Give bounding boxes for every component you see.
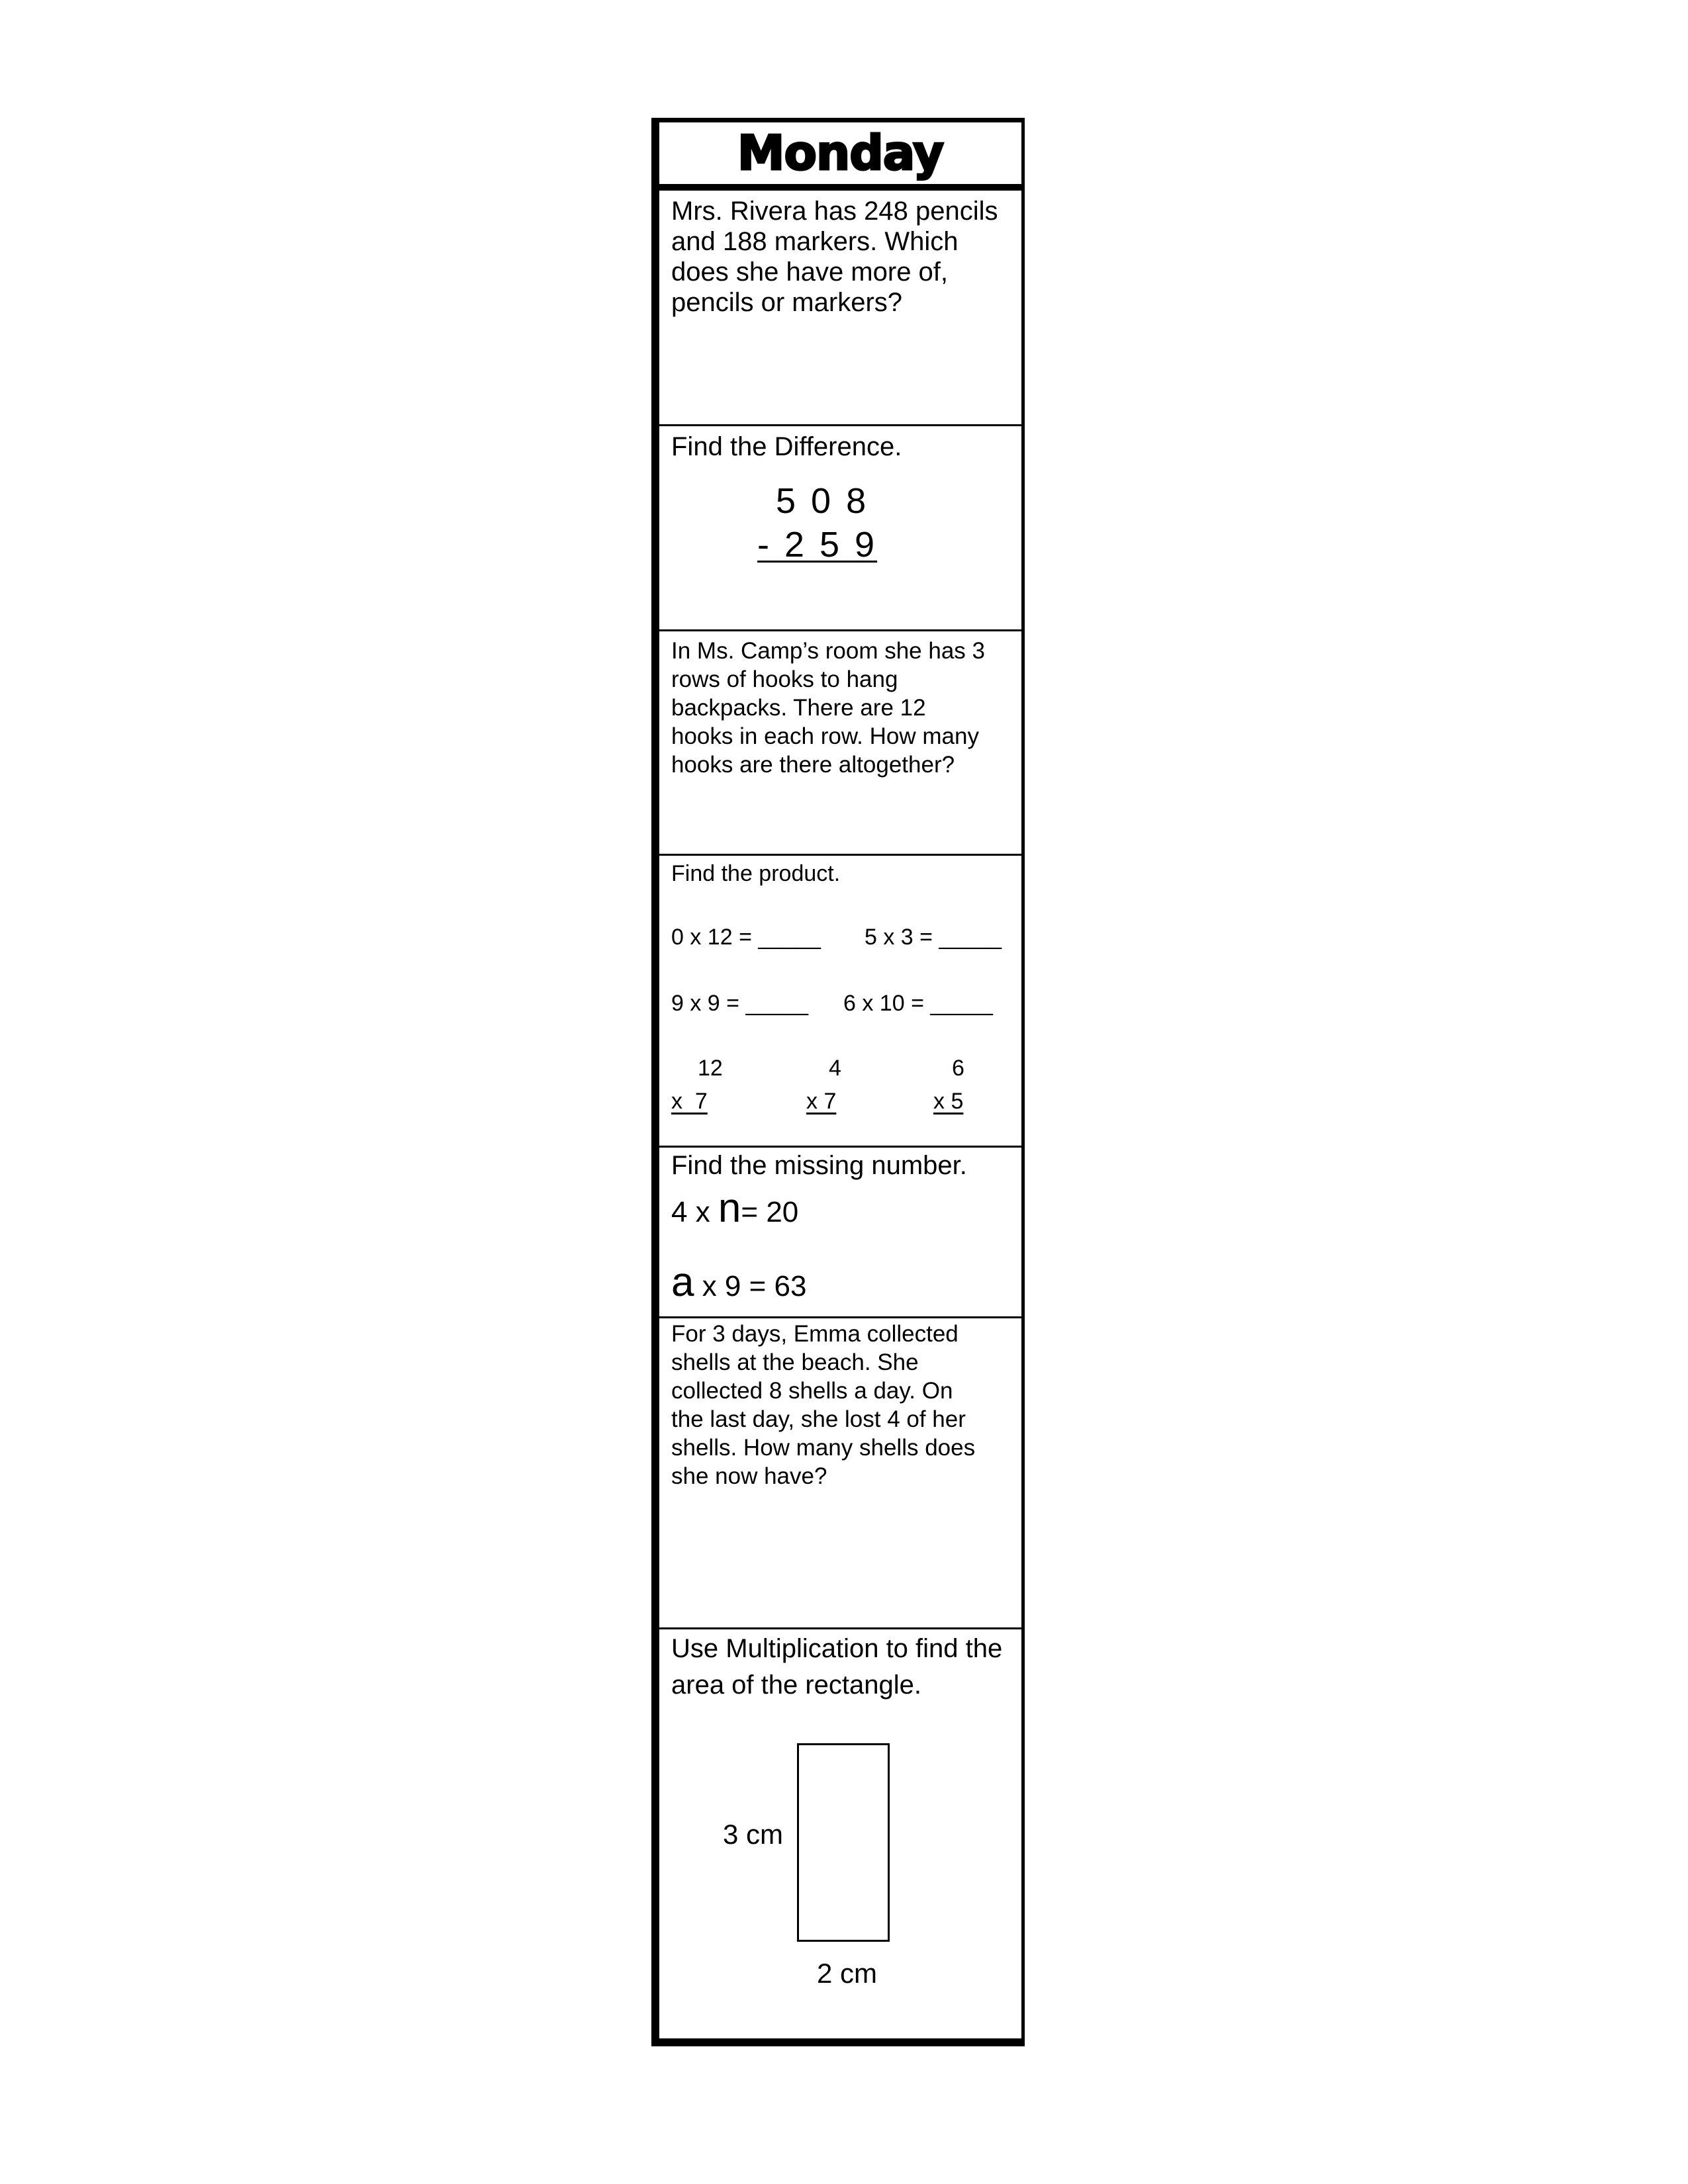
vertical-top-2: 4 xyxy=(829,1056,841,1081)
problem-text: Use Multiplication to find the area of the rectangle. xyxy=(671,1634,1003,1700)
problem-missing-number xyxy=(659,1148,1021,1318)
problem-product xyxy=(659,856,1021,1148)
vertical-bottom-1: x 7 xyxy=(671,1089,708,1114)
vertical-top-1: 12 xyxy=(698,1056,723,1081)
vertical-bottom-3: x 5 xyxy=(933,1089,964,1114)
problem-area xyxy=(659,1629,1021,2038)
fact-9x9: 9 x 9 = _____ xyxy=(671,991,809,1016)
worksheet-column xyxy=(651,118,1025,2046)
problem-shells xyxy=(659,1318,1021,1629)
vertical-bottom-2: x 7 xyxy=(806,1089,837,1114)
problem-text: For 3 days, Emma collected shells at the beach. She collected 8 shells a day. On the last day, she lost 4 of her shells. How many shells does she now have? xyxy=(671,1321,976,1489)
problem-prompt: Find the missing number. xyxy=(671,1151,967,1180)
problem-hooks xyxy=(659,631,1021,856)
problem-text: In Ms. Camp’s room she has 3 rows of hooks to hang backpacks. There are 12 hooks in each row. How many hooks are there altogether? xyxy=(671,638,985,778)
equation-a: a x 9 = 63 xyxy=(671,1259,807,1305)
height-label: 3 cm xyxy=(723,1819,784,1850)
problem-prompt: Find the product. xyxy=(671,861,841,886)
subtrahend: - 2 5 9 xyxy=(757,525,878,565)
day-title: Monday xyxy=(737,125,944,181)
problem-prompt: Find the Difference. xyxy=(671,432,902,461)
variable-n: n xyxy=(718,1185,741,1231)
problem-compare xyxy=(659,191,1021,426)
equation-n: 4 x n= 20 xyxy=(671,1185,799,1231)
rectangle-diagram xyxy=(797,1743,890,1942)
minuend: 5 0 8 xyxy=(776,481,869,521)
fact-5x3: 5 x 3 = _____ xyxy=(865,925,1002,950)
fact-6x10: 6 x 10 = _____ xyxy=(843,991,993,1016)
problem-difference xyxy=(659,426,1021,631)
problem-text: Mrs. Rivera has 248 pencils and 188 markers. Which does she have more of, pencils or markers? xyxy=(671,197,998,317)
fact-0x12: 0 x 12 = _____ xyxy=(671,925,821,950)
variable-a: a xyxy=(671,1259,694,1305)
width-label: 2 cm xyxy=(817,1958,878,1989)
day-header xyxy=(659,122,1021,191)
vertical-top-3: 6 xyxy=(952,1056,964,1081)
